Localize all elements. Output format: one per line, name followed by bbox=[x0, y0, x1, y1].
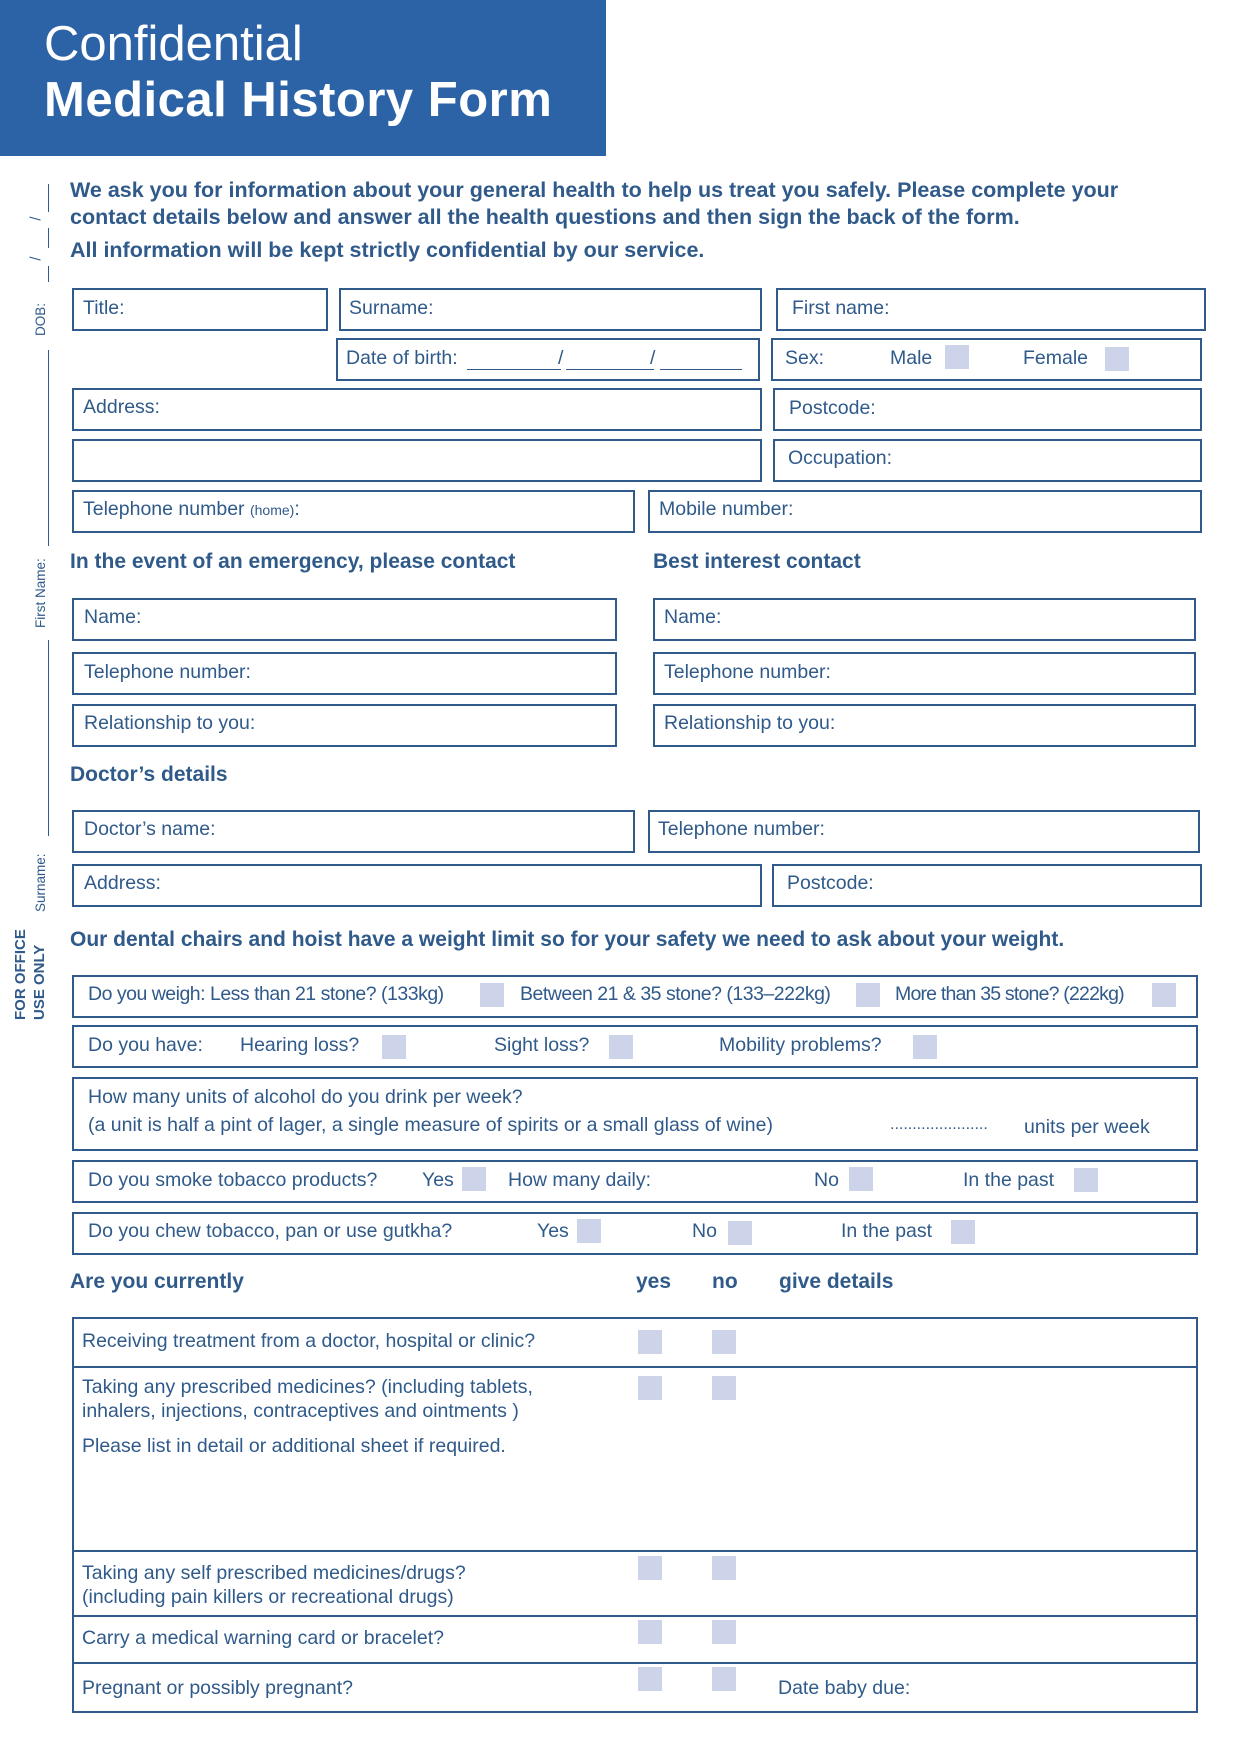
dob-year-line[interactable] bbox=[660, 369, 742, 370]
sex-field bbox=[771, 338, 1202, 381]
form-title-line1: Confidential bbox=[44, 17, 303, 71]
first-name-label: First name: bbox=[792, 297, 890, 319]
alcohol-units-label: units per week bbox=[1024, 1116, 1150, 1138]
alcohol-line2: (a unit is half a pint of lager, a single measure of spirits or a small glass of wine) bbox=[88, 1114, 773, 1136]
weight-heading: Our dental chairs and hoist have a weight limit so for your safety we need to ask about your weight. bbox=[70, 928, 1065, 951]
smoke-no-label: No bbox=[814, 1169, 839, 1191]
male-checkbox[interactable] bbox=[945, 345, 969, 369]
best-interest-name-label: Name: bbox=[664, 606, 722, 628]
current-yes-heading: yes bbox=[636, 1270, 672, 1293]
doctor-phone-label: Telephone number: bbox=[658, 818, 825, 840]
dob-sep-2: / bbox=[650, 347, 656, 369]
side-first-name-label: First Name: bbox=[33, 558, 48, 628]
current-q3-line2: (including pain killers or recreational drugs) bbox=[82, 1586, 454, 1608]
chew-past-label: In the past bbox=[841, 1220, 933, 1242]
weight-question: Do you weigh: Less than 21 stone? (133kg) bbox=[88, 983, 444, 1005]
chew-no-checkbox[interactable] bbox=[728, 1221, 752, 1245]
dob-label: Date of birth: bbox=[346, 347, 458, 369]
chew-no-label: No bbox=[692, 1220, 717, 1242]
side-slash-1: / bbox=[27, 216, 45, 221]
doctor-postcode-label: Postcode: bbox=[787, 872, 874, 894]
home-phone-label-colon: : bbox=[294, 498, 300, 520]
q1-no-checkbox[interactable] bbox=[712, 1330, 736, 1354]
side-office-line1: FOR OFFICE bbox=[12, 929, 29, 1020]
emergency-heading: In the event of an emergency, please contact bbox=[70, 550, 516, 573]
form-title-line2: Medical History Form bbox=[44, 73, 553, 127]
side-surname-label: Surname: bbox=[33, 853, 48, 912]
chew-question: Do you chew tobacco, pan or use gutkha? bbox=[88, 1220, 453, 1242]
best-interest-heading: Best interest contact bbox=[653, 550, 861, 573]
current-q3-line1: Taking any self prescribed medicines/drugs? bbox=[82, 1562, 466, 1584]
best-interest-phone-label: Telephone number: bbox=[664, 661, 831, 683]
smoke-past-label: In the past bbox=[963, 1169, 1055, 1191]
dob-day-line[interactable] bbox=[467, 369, 561, 370]
intro-line2: contact details below and answer all the health questions and then sign the back of the form. bbox=[70, 205, 1020, 229]
side-rule-3 bbox=[48, 266, 49, 282]
address-label: Address: bbox=[83, 396, 160, 418]
hearing-loss-checkbox[interactable] bbox=[382, 1035, 406, 1059]
weight-under-21-checkbox[interactable] bbox=[480, 983, 504, 1007]
weight-over-35-checkbox[interactable] bbox=[1152, 983, 1176, 1007]
alcohol-line1: How many units of alcohol do you drink per week? bbox=[88, 1086, 523, 1108]
doctor-name-label: Doctor’s name: bbox=[84, 818, 216, 840]
chew-past-checkbox[interactable] bbox=[951, 1220, 975, 1244]
q4-yes-checkbox[interactable] bbox=[638, 1620, 662, 1644]
chew-yes-checkbox[interactable] bbox=[577, 1219, 601, 1243]
address-field[interactable] bbox=[72, 388, 762, 431]
weight-over-35-label: More than 35 stone? (222kg) bbox=[895, 983, 1124, 1005]
occupation-label: Occupation: bbox=[788, 447, 893, 469]
current-q5: Pregnant or possibly pregnant? bbox=[82, 1677, 354, 1699]
current-heading: Are you currently bbox=[70, 1270, 244, 1293]
current-no-heading: no bbox=[712, 1270, 738, 1293]
weight-21-35-checkbox[interactable] bbox=[856, 983, 880, 1007]
have-question: Do you have: bbox=[88, 1034, 203, 1056]
current-q2-line3: Please list in detail or additional sheet if required. bbox=[82, 1435, 506, 1457]
weight-21-35-label: Between 21 & 35 stone? (133–222kg) bbox=[520, 983, 831, 1005]
home-phone-label bbox=[83, 498, 300, 521]
side-slash-2: / bbox=[27, 256, 45, 261]
male-label: Male bbox=[890, 347, 933, 369]
alcohol-units-blank[interactable]: ...................... bbox=[890, 1116, 988, 1133]
q2-no-checkbox[interactable] bbox=[712, 1376, 736, 1400]
best-interest-name-field[interactable] bbox=[653, 598, 1196, 641]
emergency-name-label: Name: bbox=[84, 606, 142, 628]
smoke-yes-checkbox[interactable] bbox=[462, 1167, 486, 1191]
mobile-label: Mobile number: bbox=[659, 498, 794, 520]
q5-no-checkbox[interactable] bbox=[712, 1667, 736, 1691]
q3-yes-checkbox[interactable] bbox=[638, 1556, 662, 1580]
baby-due-label: Date baby due: bbox=[778, 1677, 911, 1699]
current-table-divider-4 bbox=[72, 1662, 1198, 1664]
address-line2-field[interactable] bbox=[72, 439, 762, 482]
doctor-heading: Doctor’s details bbox=[70, 763, 228, 786]
smoke-yes-label: Yes bbox=[422, 1169, 454, 1191]
sight-loss-label: Sight loss? bbox=[494, 1034, 590, 1056]
smoke-daily-label: How many daily: bbox=[508, 1169, 652, 1191]
smoke-no-checkbox[interactable] bbox=[849, 1167, 873, 1191]
smoke-question: Do you smoke tobacco products? bbox=[88, 1169, 378, 1191]
current-q4: Carry a medical warning card or bracelet? bbox=[82, 1627, 444, 1649]
intro-line1: We ask you for information about your general health to help us treat you safely. Please complete your bbox=[70, 178, 1119, 202]
emergency-relationship-label: Relationship to you: bbox=[84, 712, 256, 734]
chew-yes-label: Yes bbox=[537, 1220, 569, 1242]
doctor-address-label: Address: bbox=[84, 872, 161, 894]
q1-yes-checkbox[interactable] bbox=[638, 1330, 662, 1354]
current-q1: Receiving treatment from a doctor, hospital or clinic? bbox=[82, 1330, 536, 1352]
emergency-name-field[interactable] bbox=[72, 598, 617, 641]
home-phone-label-text: Telephone number bbox=[83, 498, 245, 520]
female-label: Female bbox=[1023, 347, 1089, 369]
doctor-address-field[interactable] bbox=[72, 864, 762, 907]
dob-sep-1: / bbox=[558, 347, 564, 369]
sex-label: Sex: bbox=[785, 347, 825, 369]
q4-no-checkbox[interactable] bbox=[712, 1620, 736, 1644]
current-q2-line1: Taking any prescribed medicines? (including tablets, bbox=[82, 1376, 533, 1398]
side-rule-4 bbox=[48, 350, 49, 546]
current-table-divider-1 bbox=[72, 1366, 1198, 1368]
side-rule-2 bbox=[48, 228, 49, 248]
hearing-loss-label: Hearing loss? bbox=[240, 1034, 360, 1056]
current-table-divider-2 bbox=[72, 1550, 1198, 1552]
q2-yes-checkbox[interactable] bbox=[638, 1376, 662, 1400]
surname-label: Surname: bbox=[349, 297, 434, 319]
home-phone-label-small: (home) bbox=[249, 502, 295, 518]
emergency-phone-label: Telephone number: bbox=[84, 661, 251, 683]
title-label: Title: bbox=[83, 297, 125, 319]
side-dob-label: DOB: bbox=[33, 302, 48, 336]
q3-no-checkbox[interactable] bbox=[712, 1556, 736, 1580]
side-rule-5 bbox=[48, 640, 49, 836]
side-office-line2: USE ONLY bbox=[31, 944, 48, 1020]
postcode-label: Postcode: bbox=[789, 397, 876, 419]
current-q2-line2: inhalers, injections, contraceptives and ointments ) bbox=[82, 1400, 519, 1422]
intro-line3: All information will be kept strictly confidential by our service. bbox=[70, 238, 705, 262]
mobility-checkbox[interactable] bbox=[913, 1035, 937, 1059]
header-banner bbox=[0, 0, 606, 156]
side-rule-1 bbox=[48, 184, 49, 212]
current-table-divider-3 bbox=[72, 1615, 1198, 1617]
q5-yes-checkbox[interactable] bbox=[638, 1667, 662, 1691]
female-checkbox[interactable] bbox=[1105, 347, 1129, 371]
dob-month-line[interactable] bbox=[566, 369, 654, 370]
sight-loss-checkbox[interactable] bbox=[609, 1035, 633, 1059]
mobility-label: Mobility problems? bbox=[719, 1034, 882, 1056]
best-interest-relationship-label: Relationship to you: bbox=[664, 712, 836, 734]
smoke-past-checkbox[interactable] bbox=[1074, 1168, 1098, 1192]
current-details-heading: give details bbox=[779, 1270, 894, 1293]
